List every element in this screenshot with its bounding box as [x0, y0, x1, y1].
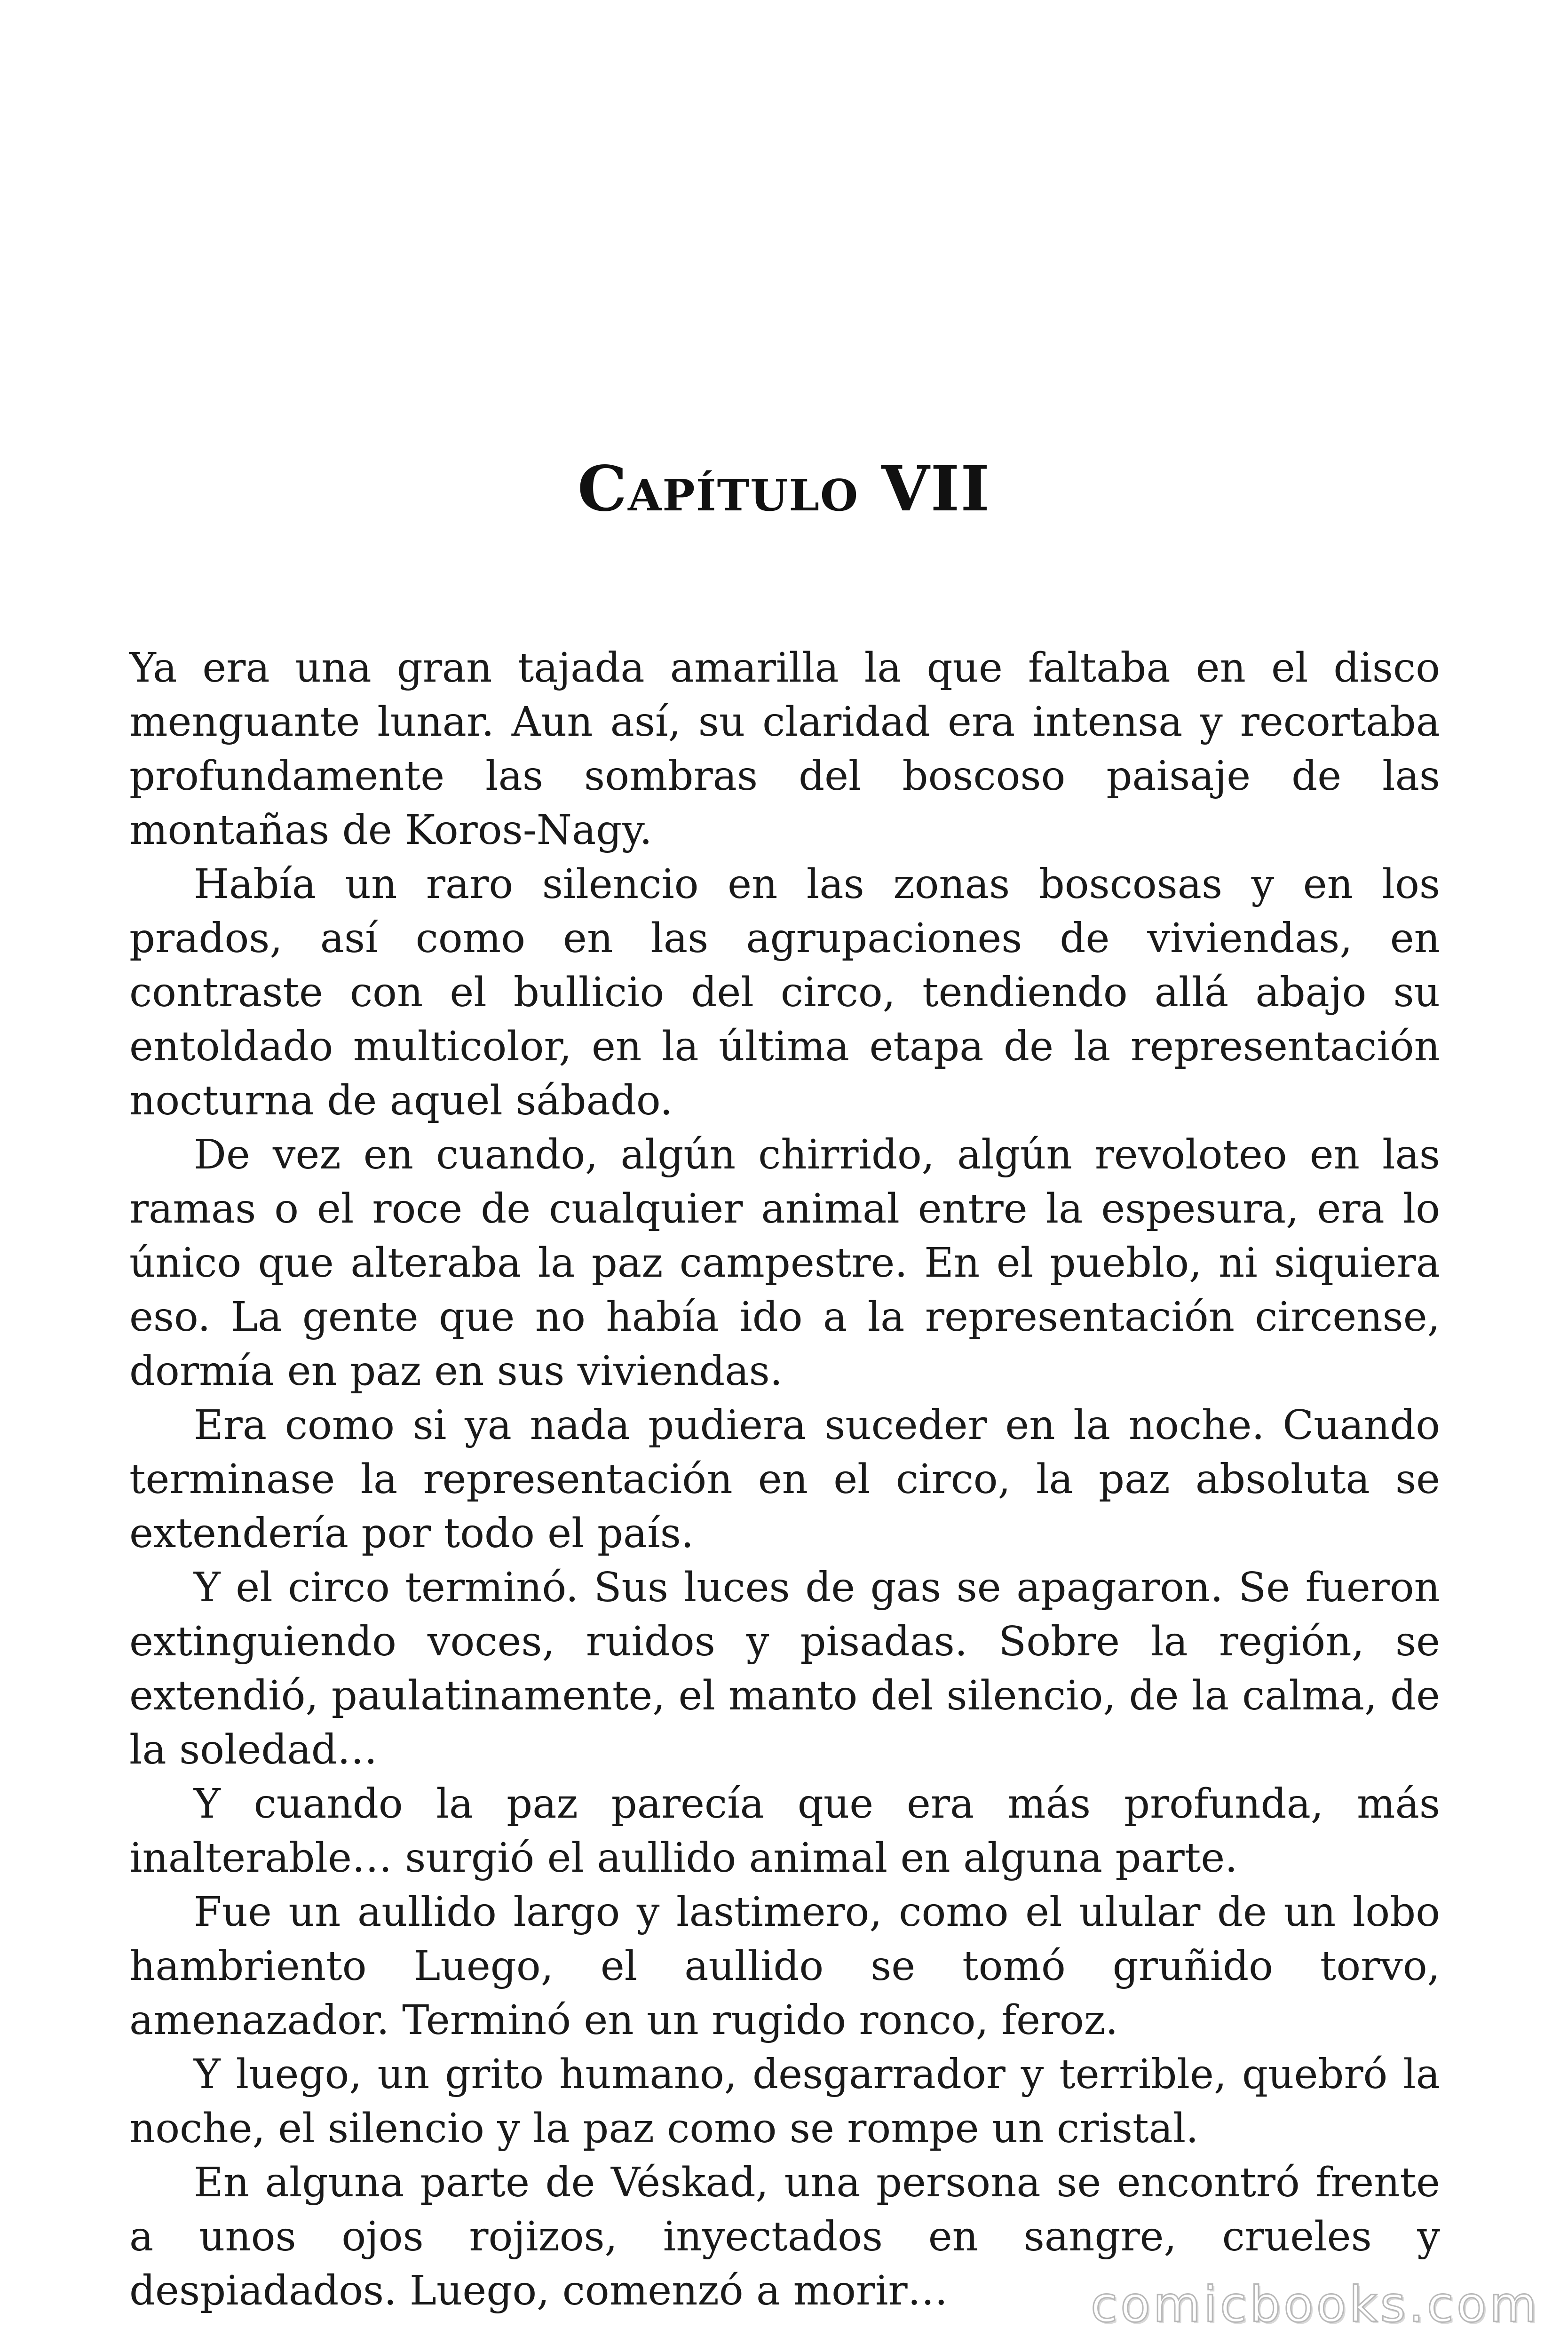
paragraph: Fue un aullido largo y lastimero, como el ulular de un lobo hambriento Luego, el aullido se tomó gruñido torvo, amenazador. Terminó en un rugido ronco, feroz. — [129, 1889, 1440, 2044]
paragraph: Ya era una gran tajada amarilla la que faltaba en el disco menguante lunar. Aun así, su claridad era intensa y recortaba profundamente las sombras del boscoso paisaje de las montañas de Koros-Nagy. — [129, 644, 1440, 854]
chapter-body — [129, 641, 1440, 2318]
paragraph: En alguna parte de Véskad, una persona se encontró frente a unos ojos rojizos, inyectados en sangre, crueles y despiadados. Luego, comenzó a morir… — [129, 2159, 1440, 2314]
paragraph: Y el circo terminó. Sus luces de gas se apagaron. Se fueron extinguiendo voces, ruidos y pisadas. Sobre la región, se extendió, paulatinamente, el manto del silencio, de la calma, de la soledad… — [129, 1564, 1440, 1773]
watermark: comicbooks.com — [1090, 2276, 1540, 2333]
paragraph: Y cuando la paz parecía que era más profunda, más inalterable… surgió el aullido animal en alguna parte. — [129, 1780, 1440, 1882]
paragraph: Había un raro silencio en las zonas boscosas y en los prados, así como en las agrupaciones de viviendas, en contraste con el bullicio del circo, tendiendo allá abajo su entoldado multicolor, en la última etapa de la representación nocturna de aquel sábado. — [129, 861, 1440, 1124]
paragraph: De vez en cuando, algún chirrido, algún revoloteo en las ramas o el roce de cualquier animal entre la espesura, era lo único que alteraba la paz campestre. En el pueblo, ni siquiera eso. La gente que no había ido a la representación circense, dormía en paz en sus viviendas. — [129, 1131, 1440, 1395]
paragraph: Era como si ya nada pudiera suceder en la noche. Cuando terminase la representación en el circo, la paz absoluta se extendería por todo el país. — [129, 1402, 1440, 1557]
chapter-title: Capítulo VII — [577, 453, 991, 525]
paragraph: Y luego, un grito humano, desgarrador y terrible, quebró la noche, el silencio y la paz como se rompe un cristal. — [129, 2051, 1440, 2152]
